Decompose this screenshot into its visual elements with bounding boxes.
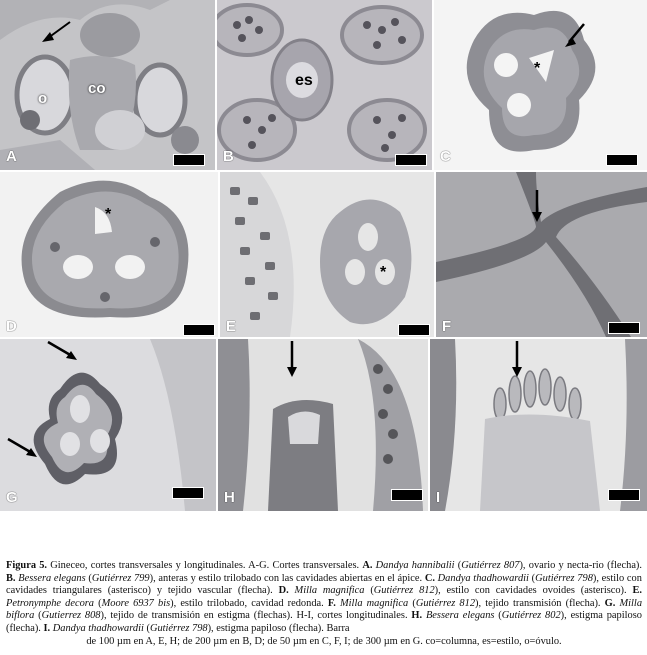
panel-label-a: A [6,148,17,165]
scale-bar-b [395,154,427,166]
panel-d-micrograph [0,172,218,337]
annotation-asterisk-e: * [380,264,387,281]
scale-bar-c [606,154,638,166]
caption-species-g: Milla biflora [6,597,643,622]
caption-text-d: ), estilo con cavidades ovoides (asterisco). [434,585,633,597]
panel-label-d: D [6,318,17,335]
panel-label-g: G [6,489,18,506]
caption-panel-c: C. [424,572,435,584]
panel-h [218,339,428,511]
caption-panel-i: I. [43,622,51,634]
panel-a [0,0,215,170]
annotation-ovule: o [38,90,48,107]
annotation-style: es [295,72,313,89]
annotation-column: co [88,80,106,97]
caption-intro: Gineceo, cortes transversales y longitudinales. A-G. Cortes transversales. [47,560,363,571]
caption-species-b: Bessera elegans [18,572,86,584]
panel-g-micrograph [0,339,216,511]
panel-f [436,172,647,337]
panel-b [217,0,432,170]
scale-bar-h [391,489,423,501]
panel-e-micrograph [220,172,434,337]
caption-collector-a: Gutiérrez 807 [461,560,520,571]
caption-panel-f: F. [327,597,336,609]
scale-bar-f [608,322,640,334]
caption-species-e: Petronymphe decora [6,597,95,609]
scale-bar-i [608,489,640,501]
caption-collector-b: Gutiérrez 799 [91,572,150,584]
caption-collector-e: Moore 6937 bis [101,597,171,609]
caption-panel-a: A. [362,560,373,571]
caption-species-h: Bessera elegans [425,610,495,622]
scale-bar-d [183,324,215,336]
caption-species-i: Dandya thadhowardii [52,622,144,634]
caption-collector-c: Gutiérrez 798 [535,572,593,584]
scale-bar-a [173,154,205,166]
annotation-asterisk-c: * [534,60,541,77]
panel-d [0,172,218,337]
annotation-asterisk-d: * [105,206,112,223]
panel-label-f: F [442,318,452,335]
caption-panel-e: E. [632,585,642,597]
panel-a-micrograph [0,0,215,170]
panel-c [434,0,647,170]
figure-caption: Figura 5. Gineceo, cortes transversales y longitudinales. A-G. Cortes transversales. A. Dandya hannibalii (Gutiérrez 807), ovario y necta-rio (flecha). B. Bessera elegans (Gutiérrez 799), anteras y estilo trilobado con las cavidades abiertas en el ápice. C. Dandya thadhowardii (Gutiérrez 798), estilo con cavidades triangulares (asterisco) y tejido vascular (flecha). D. Milla magnifica (Gutiérrez 812), estilo con cavidades ovoides (asterisco). E. Petronymphe decora (Moore 6937 bis), estilo trilobado, cavidad redonda. F. Milla magnifica (Gutiérrez 812), tejido transmisión (flecha). G. Milla biflora (Gutierrez 808), tejido de transmisión en estigma (flechas). H-I, cortes longitudinales. H. Bessera elegans (Gutiérrez 802), estigma papiloso (flecha). I. Dandya thadhowardii (Gutiérrez 798), estigma papiloso (flecha). Barra de 100 µm en A, E, H; de 200 µm en B, D; de 50 µm en C, F, I; de 300 µm en G. co=columna, es=estilo, o=óvulo. [6,560,643,647]
caption-scale-note: de 100 µm en A, E, H; de 200 µm en B, D; de 50 µm en C, F, I; de 300 µm en G. co=columna, es=estilo, o=óvulo. [86,635,562,647]
caption-text-a: ), ovario y necta-rio (flecha). [519,560,642,571]
panel-label-c: C [440,148,451,165]
caption-species-f: Milla magnifica [340,597,409,609]
caption-species-a: Dandya hannibalii [375,560,455,571]
caption-species-d: Milla magnifica [294,585,365,597]
scale-bar-g [172,487,204,499]
panel-label-i: I [436,489,441,506]
panel-label-h: H [224,489,235,506]
panel-h-micrograph [218,339,428,511]
caption-text-e: ), estilo trilobado, cavidad redonda. [170,597,328,609]
panel-i-micrograph [430,339,647,511]
scale-bar-e [398,324,430,336]
caption-text-i: ), estigma papiloso (flecha). Barra [207,622,350,634]
caption-panel-g: G. [604,597,616,609]
caption-text-g: ), tejido de transmisión en estigma (flechas). H-I, cortes longitudinales. [100,610,412,622]
caption-figure-label: Figura 5. [6,560,48,571]
caption-text-b: ), anteras y estilo trilobado con las cavidades abiertas en el ápice. [149,572,425,584]
caption-collector-g: Gutierrez 808 [41,610,101,622]
panel-i [430,339,647,511]
caption-collector-h: Gutiérrez 802 [501,610,561,622]
caption-panel-d: D. [278,585,289,597]
panel-label-b: B [223,148,234,165]
caption-collector-f: Gutiérrez 812 [415,597,476,609]
caption-text-c: ), estilo con cavidades triangulares (asterisco) y tejido vascular (flecha). [6,572,642,597]
caption-collector-i: Gutiérrez 798 [149,622,208,634]
caption-panel-b: B. [6,572,16,584]
caption-text-f: ), tejido transmisión (flecha). [475,597,605,609]
caption-collector-d: Gutiérrez 812 [373,585,435,597]
caption-species-c: Dandya thadhowardii [437,572,529,584]
panel-g [0,339,216,511]
panel-b-micrograph [217,0,432,170]
panel-f-micrograph [436,172,647,337]
caption-panel-h: H. [411,610,423,622]
panel-e [220,172,434,337]
panel-c-micrograph [434,0,647,170]
panel-label-e: E [226,318,237,335]
caption-text-h: ), estigma papiloso (flecha). [6,610,642,634]
